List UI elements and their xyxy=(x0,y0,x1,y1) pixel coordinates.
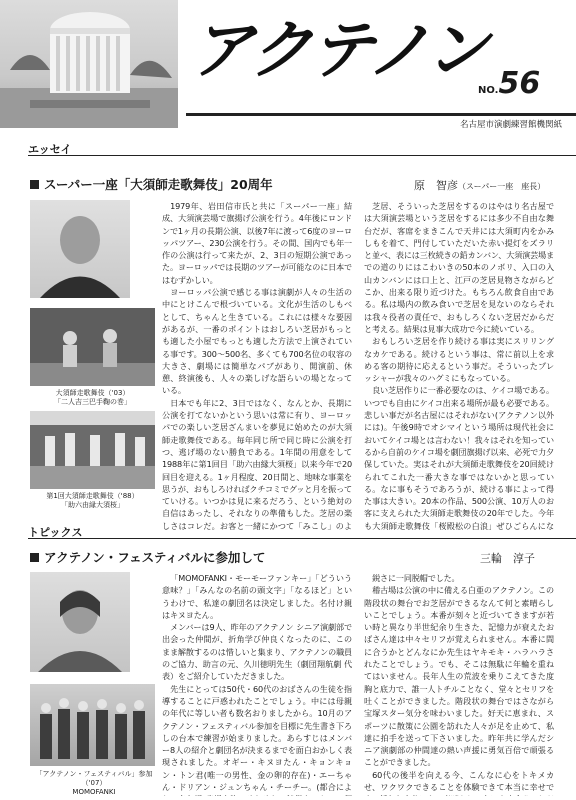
topics-col2-para: 稽古場は公演の中に備える白亜のアクテノン。この階段状の舞台でお芝居ができるなんて何と素晴らしいことでしょう。本番が刻々と近づいてきますが若い時と異なり半世紀余り生きた、記憶力が衰えたおばさん達は中々セリフが覚えられません。本番に間に合うかとどんなにか先生はヤキモキ・ハラハラされたことでしょう。でも、そこは無駄に年輪を重ねてはいません。長年人生の荒波を乗りこえてきた度胸と底力で、誰一人トチルことなく、堂々とセリフを吐くことができました。階段状の舞台ではさながら宝塚スター気分を味わいました。好天に恵まれ、スポーツに散策に公園を訪れた人々が足を止めて、私達に拍手を送って下さいました。昨年共に学んだシニア演劇部の仲間達の熱い声援に勇気百倍で頑張ることができました。 xyxy=(364,585,554,768)
essay-headline xyxy=(30,175,273,193)
masthead-rule xyxy=(186,113,576,116)
essay-column-2 xyxy=(364,200,554,532)
issue-number xyxy=(478,66,540,101)
essay-caption-2: 第1回大須師走歌舞伎（'88） 「助六由縁大須桜」 xyxy=(46,492,139,509)
masthead-title: アクテノン xyxy=(190,14,487,88)
essay-author xyxy=(414,177,545,193)
issue-prefix: NO. xyxy=(478,85,499,96)
headline-bullet xyxy=(30,553,39,562)
theater-building-image xyxy=(0,0,178,128)
essay-section-rule xyxy=(28,155,576,156)
topics-portrait xyxy=(30,572,130,672)
topics-col1-para: 「MOMOFANKI・モーモーファンキー」「どういう意味？」「みんなの名前の頭文字」「なるほど」というわけで、私達の劇団名は決定しました。名付け親はキヌヨたん。 xyxy=(162,573,352,620)
headline-bullet xyxy=(30,180,39,189)
essay-headline-text: スーパー一座「大須師走歌舞伎」20周年 xyxy=(44,177,273,192)
essay-photo-1 xyxy=(30,308,155,386)
author-portrait xyxy=(30,200,130,298)
essay-col1-para: 1979年、岩田信市氏と共に「スーパー一座」結成、大須演芸場で旗揚げ公演を行う。4年後にロンドンで1ヶ月の長期公演、以後7年に渡って6度のヨーロッパツアー、230公演を行う。その間、国内でも年一作の公演は行って来たが、2、3日の短期公演であった。ヨーロッパでは長期のツアーが可能なのに日本ではむずかしい。 xyxy=(162,201,352,285)
topics-section-rule xyxy=(28,538,576,539)
essay-section-label: エッセイ xyxy=(28,143,72,156)
topics-column-1 xyxy=(162,572,352,796)
essay-col1-para: 日本でも年に2、3日ではなく、なんとか、長期に公演を打てないかという思いは常に有り、ヨーロッパでの楽しい芝居ざんまいを夢見に始めたのが大須師走歌舞伎である。毎年同じ所で同じ時に公演を打つ、逃げ場のない勝負である。1年間の用意をして1988年に第1回目「助六由縁大須桜」以来今年で20回目を迎える。1ヶ月程度、20日間と、地味な事業を思うが、おもしろければクチコミでグッと月を振ってていける。いつかは見に来るだろう、という絶対の自信はあったし、それなりの準備もした。芝居の楽しさはコレだ。お客と一緒にかつて「みこし」のよ xyxy=(162,397,352,531)
topics-col1-para: メンバーは9人、昨年のアクテノン シニア演劇部で出会った仲間が、折角学び仲良くなったのに、このまま解散するのは惜しいと集まり、アクテノンの職員のご協力、助言の元、久川徳明先生（劇団翔航劇 代表）をご紹介していただきました。 xyxy=(162,622,352,682)
topics-col2-para: 鋭さに一同脱帽でした。 xyxy=(372,573,460,583)
essay-col2-para: 芝居、そういった芝居をするのはやはり名古屋では大須演芸場という芝居をするには多少不自由な舞台だが、客席をまきこんで天井には大須町内をかみしもを着て、門付していただいた赤い提灯をズラリと並べ、表には三枚続きの鉛カンバン、大須演芸場までの道のりにはこわいきの50本のノボリ、入口の入山カンバンには口上と、江戸の芝居見物さながらどこか、出来る限り近づけた。もちろん飲食自由である。私は場内の飲み食いで芝居を見ないのならそれは我々役者の責任で、おもしろくない芝居だからだと考える。結果は見事大成功で今に続いている。 xyxy=(364,201,554,334)
essay-col2-para: おもしろい芝居を作り続ける事は実にスリリングなカケである。続けるという事は、常に前以上を求める客の期待に応えるという事だ。そういったプレッシャーが我々のハグミにもなっている。 xyxy=(364,336,554,384)
essay-author-name: 原 智彦 xyxy=(414,179,458,192)
topics-author: 三輪 淳子 xyxy=(480,552,535,565)
topics-column-2 xyxy=(364,572,554,796)
topics-col1-para: 先生にとっては50代・60代のおばさんの生徒を指導することに戸惑われたことでしょう。中には母親の年代に等しい者も数名おりましたから。10月のアクテノン・フェスティバル参加を目標に先生書き下ろしの台本で練習が始まりました。あらすじはメンバー8人の紹介と劇団名が決まるまでを面白おかしく表現されました。オギー・キヌヨたん・キョンキョン・トン君(唯一の男性、金の卵的存在)・エーちゃん・ドリアン・ジュンちゃん・チーチー。(都合によ xyxy=(162,683,352,793)
masthead-subtitle: 名古屋市演劇練習館機関紙 xyxy=(459,120,562,130)
essay-column-1 xyxy=(162,200,352,532)
topics-col2-para: 60代の後半を向える今、こんなに心をトキメカせ、ワクワクできることを体験できて本当に幸せで xyxy=(364,769,554,793)
issue-number-value: 56 xyxy=(498,66,541,101)
essay-photo-2 xyxy=(30,411,155,489)
essay-col1-para: ヨーロッパ公演で感じる事は演劇が人々の生活の中にとけこんで根づいている。文化が生活のしもべとして、ちゃんと生きている。これには様々な要因があるが、一番のポイントはおしろい芝居がもっとも適した小屋でもっとも適した方法で上演されている事です。300～500名、多くても700名位の収容の大きさ、劇場には簡単なパブがあり、開演前、休憩、終演後も、人々の楽しげな語らいの場となっている。 xyxy=(162,287,352,396)
essay-col2-para: 良い芝居作りに一番必要なのは、ケイコ場である。いつでも自由にケイコ出来る場所が最も必要である。悲しい事だが名古屋にはそれがない(アクテノン以外には)。午後9時でオシマイという場所は現代社会においてケイコ場とは言わない！我々はそれを知っているから自前のケイコ場を劇団旗揚げ以来、必死で力夕保していた。実はそれが大須師走歌舞伎を20回続けられてこれた一番大きな事ではないかと思っている。なに事もそうであろうが、続ける事によって得た事は大きい。20本の作品、500公演、10万人のお客に支えられた大須師走歌舞伎の20年でした。今年も大須師走歌舞伎「桜殿松の白浪」ぜひごらんにな xyxy=(364,385,554,531)
topics-headline xyxy=(30,548,265,566)
essay-author-role: （スーパー一座 座長） xyxy=(458,182,546,191)
topics-group-photo xyxy=(30,684,155,766)
topics-caption: 「アクテノン・フェスティバル」参加（'07） MOMOFANKI xyxy=(35,770,153,796)
masthead-photo xyxy=(0,0,178,128)
topics-section-label: トピックス xyxy=(28,526,83,539)
topics-headline-text: アクテノン・フェスティバルに参加して xyxy=(44,550,266,565)
essay-caption-1: 大須師走歌舞伎（'03） 「二人吉三巴手鞠の巻」 xyxy=(54,389,131,406)
